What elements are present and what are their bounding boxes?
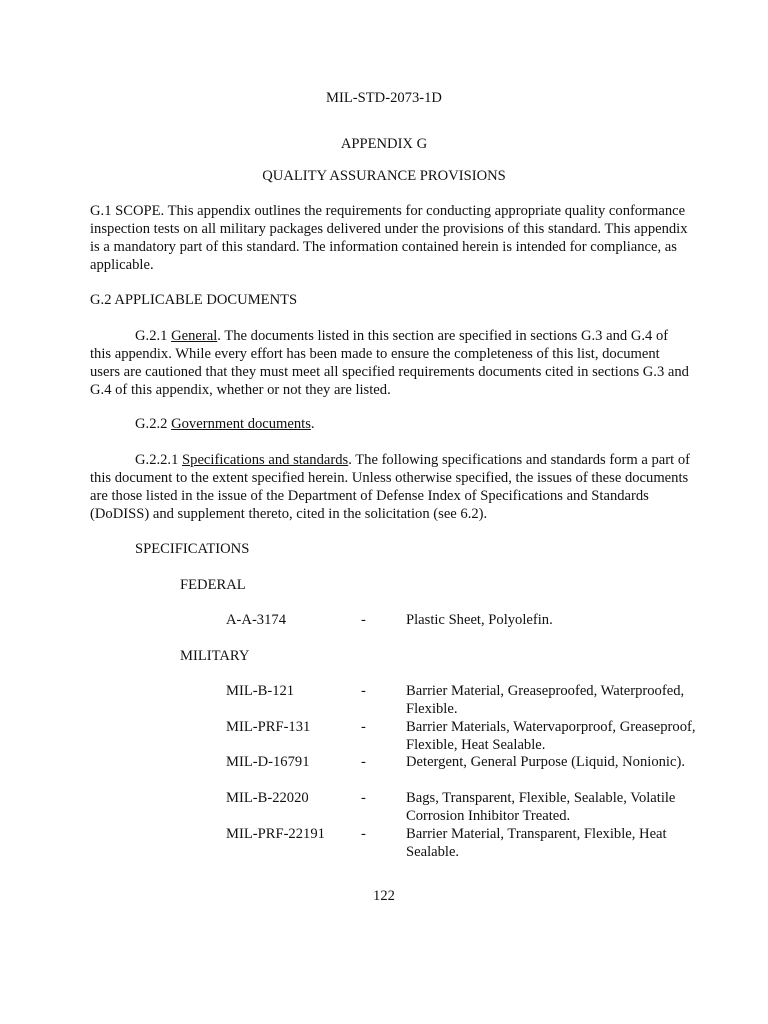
federal-heading: FEDERAL (180, 577, 246, 593)
spec-dash: - (361, 790, 366, 806)
spec-code: MIL-PRF-131 (226, 719, 311, 735)
gov-docs-suffix: . (310, 416, 315, 432)
spec-code: A-A-3174 (226, 612, 286, 628)
specifications-standards-paragraph (90, 451, 690, 523)
document-id-header: MIL-STD-2073-1D (326, 90, 442, 106)
military-heading: MILITARY (180, 648, 250, 664)
government-documents-heading (135, 415, 315, 433)
specs-text: . The following specifications and standards form a part of this document to the extent specified herein. Unless otherwise specified, the issues of these documents are those listed in the issue of the Department of Defense Index of Specifications and Standards (DoDISS) and supplement thereto, cited in the solicitation (see 6.2). (90, 452, 690, 522)
spec-description: Barrier Material, Transparent, Flexible, Heat Sealable. (406, 826, 667, 860)
spec-code: MIL-PRF-22191 (226, 826, 325, 842)
gov-docs-title: Government documents (171, 416, 311, 432)
spec-description: Plastic Sheet, Polyolefin. (406, 612, 553, 628)
applicable-documents-heading: G.2 APPLICABLE DOCUMENTS (90, 292, 298, 308)
spec-description: Detergent, General Purpose (Liquid, Nonionic). (406, 754, 685, 770)
appendix-label: APPENDIX G (340, 136, 428, 152)
spec-code: MIL-B-121 (226, 683, 295, 699)
spec-dash: - (361, 719, 366, 735)
gov-docs-number: G.2.2 (135, 416, 172, 432)
spec-dash: - (361, 612, 366, 628)
spec-dash: - (361, 826, 366, 842)
specs-title: Specifications and standards (182, 452, 349, 468)
general-number: G.2.1 (135, 328, 172, 344)
spec-description: Bags, Transparent, Flexible, Sealable, Volatile Corrosion Inhibitor Treated. (406, 790, 676, 824)
spec-code: MIL-B-22020 (226, 790, 309, 806)
general-title: General (171, 328, 218, 344)
appendix-title: QUALITY ASSURANCE PROVISIONS (262, 168, 506, 184)
spec-dash: - (361, 683, 366, 699)
specifications-heading: SPECIFICATIONS (135, 541, 250, 557)
specs-number: G.2.2.1 (135, 452, 183, 468)
page-number: 122 (373, 888, 395, 904)
scope-paragraph: G.1 SCOPE. This appendix outlines the requirements for conducting appropriate quality conformance inspection tests on all military packages delivered under the provisions of this standard. This appendix is a mandatory part of this standard. The information contained herein is intended for compliance, as applicable. (90, 203, 688, 273)
spec-code: MIL-D-16791 (226, 754, 310, 770)
spec-dash: - (361, 754, 366, 770)
general-text: . The documents listed in this section are specified in sections G.3 and G.4 of this appendix. While every effort has been made to ensure the completeness of this list, document users are cautioned that they must meet all specified requirements documents cited in sections G.3 and G.4 of this appendix, whether or not they are listed. (90, 328, 689, 398)
general-paragraph (90, 327, 690, 399)
spec-description: Barrier Materials, Watervaporproof, Greaseproof, Flexible, Heat Sealable. (406, 719, 696, 753)
spec-description: Barrier Material, Greaseproofed, Waterproofed, Flexible. (406, 683, 685, 717)
